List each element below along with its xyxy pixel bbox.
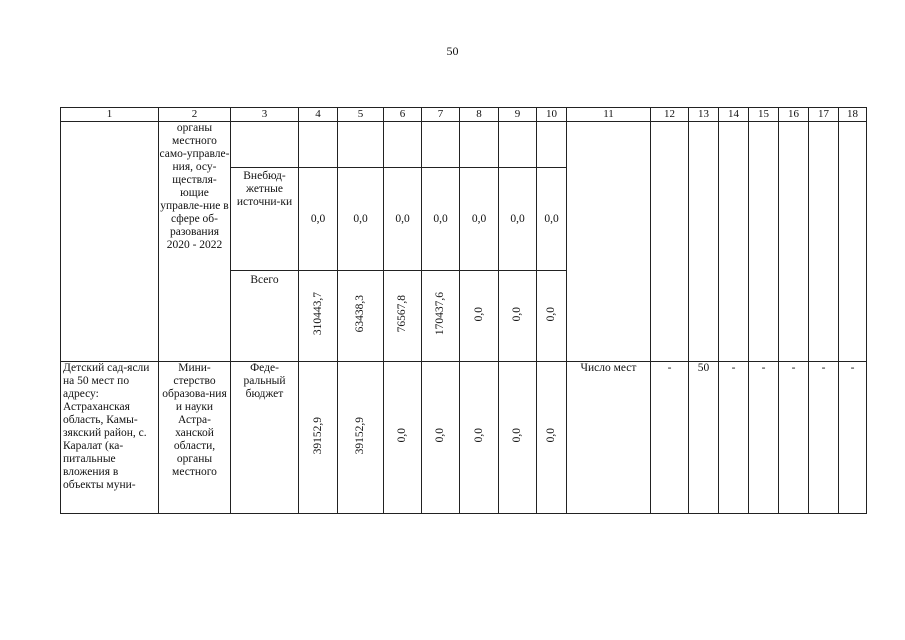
cell-empty: [299, 122, 338, 168]
cell-empty: [567, 122, 651, 362]
amount-cell: [460, 362, 499, 514]
amount-cell: [384, 271, 422, 362]
column-number: 4: [299, 108, 338, 122]
column-number: 3: [231, 108, 299, 122]
amount-cell: 0,0: [499, 168, 537, 271]
amount-cell: 0,0: [422, 168, 460, 271]
column-number: 11: [567, 108, 651, 122]
amount-cell: 0,0: [338, 168, 384, 271]
column-number: 18: [839, 108, 867, 122]
column-number: 17: [809, 108, 839, 122]
funding-source-cell: Всего: [231, 271, 299, 362]
cell-empty: [338, 122, 384, 168]
object-name-cell: Детский сад-ясли на 50 мест по адресу: Астраханская область, Камы-зякский район, с. Каралат (ка-питальные вложения в объекты муни-: [61, 362, 159, 514]
cell-empty: [460, 122, 499, 168]
column-number: 2: [159, 108, 231, 122]
column-number: 12: [651, 108, 689, 122]
column-number: 13: [689, 108, 719, 122]
responsible-org-cell: органы местного само-управле-ния, осу-ществля-ющие управле-ние в сфере об-разования 2020 - 2022: [159, 122, 231, 362]
indicator-value-cell: 50: [689, 362, 719, 514]
indicator-value-cell: -: [809, 362, 839, 514]
cell-empty: [689, 122, 719, 362]
budget-table-sheet: [60, 107, 867, 514]
amount-cell: 0,0: [299, 168, 338, 271]
amount-value: 310443,7: [311, 292, 324, 336]
column-number: 9: [499, 108, 537, 122]
column-number: 10: [537, 108, 567, 122]
amount-cell: [422, 271, 460, 362]
column-number: 8: [460, 108, 499, 122]
amount-value: 39152,9: [354, 416, 366, 455]
cell-empty: [651, 122, 689, 362]
amount-value: 0,0: [472, 428, 485, 443]
cell-empty: [719, 122, 749, 362]
column-number: 7: [422, 108, 460, 122]
cell-empty: [384, 122, 422, 168]
indicator-value-cell: -: [719, 362, 749, 514]
amount-cell: [299, 271, 338, 362]
amount-value: 0,0: [545, 306, 557, 322]
amount-value: 63438,3: [354, 295, 366, 333]
amount-cell: [460, 271, 499, 362]
amount-cell: [537, 271, 567, 362]
amount-cell: 0,0: [460, 168, 499, 271]
column-number: 6: [384, 108, 422, 122]
amount-cell: 0,0: [537, 168, 567, 271]
column-number: 1: [61, 108, 159, 122]
amount-cell: [499, 271, 537, 362]
amount-cell: [499, 362, 537, 514]
cell-empty: [499, 122, 537, 168]
budget-table: [60, 107, 867, 514]
amount-cell: [338, 362, 384, 514]
cell-empty: [537, 122, 567, 168]
amount-value: 170437,6: [434, 292, 446, 336]
cell-empty: [779, 122, 809, 362]
amount-value: 0,0: [511, 306, 523, 322]
funding-source-cell: Феде-ральный бюджет: [231, 362, 299, 514]
amount-value: 0,0: [434, 428, 446, 443]
column-number: 15: [749, 108, 779, 122]
indicator-name-cell: Число мест: [567, 362, 651, 514]
amount-value: 0,0: [511, 428, 523, 443]
amount-cell: [384, 362, 422, 514]
amount-cell: [537, 362, 567, 514]
amount-value: 0,0: [396, 428, 408, 443]
amount-value: 0,0: [545, 428, 557, 443]
cell-empty: [809, 122, 839, 362]
cell-empty: [422, 122, 460, 168]
cell-empty: [749, 122, 779, 362]
indicator-value-cell: -: [779, 362, 809, 514]
indicator-value-cell: -: [749, 362, 779, 514]
amount-cell: 0,0: [384, 168, 422, 271]
amount-value: 39152,9: [311, 416, 324, 455]
table-row: [61, 122, 867, 168]
column-number: 5: [338, 108, 384, 122]
cell-empty: [231, 122, 299, 168]
column-number: 16: [779, 108, 809, 122]
funding-source-cell: Внебюд-жетные источни-ки: [231, 168, 299, 271]
cell-empty: [61, 122, 159, 362]
amount-cell: [299, 362, 338, 514]
column-number: 14: [719, 108, 749, 122]
amount-cell: [422, 362, 460, 514]
amount-value: 0,0: [472, 306, 485, 322]
page-number: 50: [446, 44, 459, 58]
table-row: [61, 362, 867, 514]
responsible-org-cell: Мини-стерство образова-ния и науки Астра-ханской области, органы местного: [159, 362, 231, 514]
column-number-row: [61, 108, 867, 122]
amount-cell: [338, 271, 384, 362]
cell-empty: [839, 122, 867, 362]
indicator-value-cell: -: [651, 362, 689, 514]
indicator-value-cell: -: [839, 362, 867, 514]
amount-value: 76567,8: [396, 295, 408, 333]
